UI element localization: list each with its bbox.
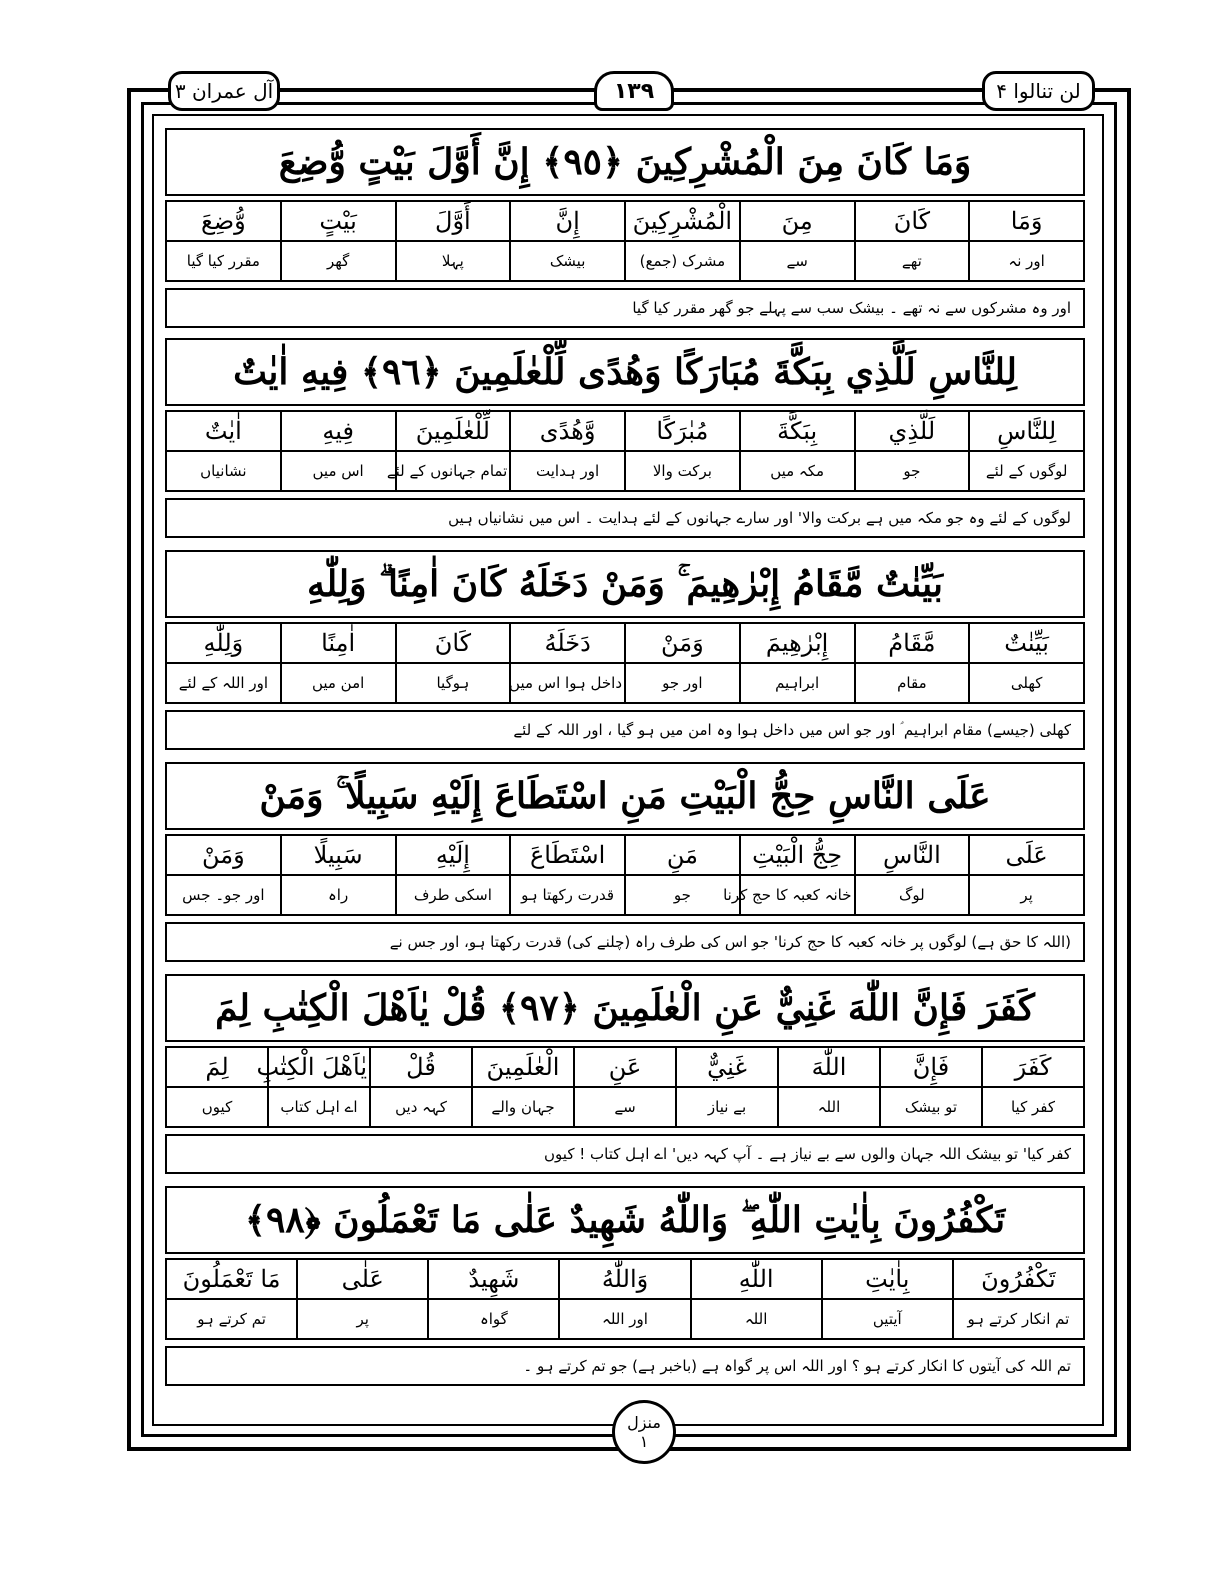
manzil-badge xyxy=(612,1400,676,1464)
urdu-meaning: پر xyxy=(297,1299,428,1339)
urdu-meaning: آیتیں xyxy=(822,1299,953,1339)
arabic-word: بِاٰيٰتِ xyxy=(822,1259,953,1299)
manzil-label: منزل xyxy=(627,1412,661,1432)
arabic-word: مَّقَامُ xyxy=(855,623,970,663)
arabic-word: بَيْتٍ xyxy=(281,201,396,241)
verse-line: كَفَرَ فَإِنَّ اللّٰهَ غَنِيٌّ عَنِ الْعٰلَمِينَ ﴿٩٧﴾ قُلْ يٰاَهْلَ الْكِتٰبِ لِمَ xyxy=(165,974,1085,1042)
arabic-word: غَنِيٌّ xyxy=(676,1047,778,1087)
urdu-meaning: گواہ xyxy=(428,1299,559,1339)
arabic-word: سَبِيلًا xyxy=(281,835,396,875)
arabic-word: اللّٰهَ xyxy=(778,1047,880,1087)
arabic-word: دَخَلَهُ xyxy=(510,623,625,663)
arabic-words-row xyxy=(166,411,1084,451)
word-table xyxy=(165,1046,1085,1128)
arabic-word: يٰاَهْلَ الْكِتٰبِ xyxy=(268,1047,370,1087)
urdu-meaning: سے xyxy=(740,241,855,281)
urdu-meaning: کہہ دیں xyxy=(370,1087,472,1127)
arabic-word: إِلَيْهِ xyxy=(396,835,511,875)
arabic-word: كَانَ xyxy=(855,201,970,241)
arabic-words-row xyxy=(166,1047,1084,1087)
urdu-meaning: لوگ xyxy=(855,875,970,915)
urdu-meaning: اسکی طرف xyxy=(396,875,511,915)
urdu-meaning: اے اہل کتاب xyxy=(268,1087,370,1127)
arabic-words-row xyxy=(166,835,1084,875)
arabic-word: كَانَ xyxy=(396,623,511,663)
urdu-meaning: مقرر کیا گیا xyxy=(166,241,281,281)
urdu-meaning: اللہ xyxy=(691,1299,822,1339)
arabic-word: وَمَنْ xyxy=(166,835,281,875)
urdu-meaning: اس میں xyxy=(281,451,396,491)
verse-line: وَمَا كَانَ مِنَ الْمُشْرِكِينَ ﴿٩٥﴾ إِنَّ أَوَّلَ بَيْتٍ وُّضِعَ xyxy=(165,128,1085,196)
arabic-word: كَفَرَ xyxy=(982,1047,1084,1087)
arabic-word: وَمَنْ xyxy=(625,623,740,663)
page-content xyxy=(165,128,1085,1406)
arabic-word: وَاللّٰهُ xyxy=(559,1259,690,1299)
arabic-word: لِلنَّاسِ xyxy=(969,411,1084,451)
urdu-meaning: امن میں xyxy=(281,663,396,703)
arabic-word: إِبْرٰهِيمَ xyxy=(740,623,855,663)
arabic-word: وُّضِعَ xyxy=(166,201,281,241)
urdu-meaning: لوگوں کے لئے xyxy=(969,451,1084,491)
arabic-word: عَلَى xyxy=(969,835,1084,875)
arabic-word: وَمَا xyxy=(969,201,1084,241)
verse-line: لِلنَّاسِ لَلَّذِي بِبَكَّةَ مُبَارَكًا وَهُدًى لِّلْعٰلَمِينَ ﴿٩٦﴾ فِيهِ اٰيٰتٌ xyxy=(165,338,1085,406)
urdu-meaning: کیوں xyxy=(166,1087,268,1127)
urdu-meanings-row xyxy=(166,451,1084,491)
urdu-meaning: اور جو xyxy=(625,663,740,703)
arabic-words-row xyxy=(166,1259,1084,1299)
urdu-translation: (اللہ کا حق ہے) لوگوں پر خانہ کعبہ کا حج کرنا' جو اس کی طرف راہ (چلنے کی) قدرت رکھتا ہو، اور جس نے xyxy=(165,922,1085,962)
urdu-meaning: کھلی xyxy=(969,663,1084,703)
surah-name: آل عمران ۳ xyxy=(168,71,280,111)
urdu-meaning: پر xyxy=(969,875,1084,915)
arabic-word: لِمَ xyxy=(166,1047,268,1087)
urdu-translation: تم اللہ کی آیتوں کا انکار کرتے ہو ؟ اور اللہ اس پر گواہ ہے (باخبر ہے) جو تم کرتے ہو ۔ xyxy=(165,1346,1085,1386)
urdu-translation: اور وہ مشرکوں سے نہ تھے ۔ بیشک سب سے پہلے جو گھر مقرر کیا گیا xyxy=(165,288,1085,328)
manzil-number: ١ xyxy=(639,1432,649,1451)
urdu-meaning: اور نہ xyxy=(969,241,1084,281)
verse-line: بَيِّنٰتٌ مَّقَامُ إِبْرٰهِيمَ ۚ وَمَنْ دَخَلَهُ كَانَ اٰمِنًا ۗ وَلِلّٰهِ xyxy=(165,550,1085,618)
word-table xyxy=(165,200,1085,282)
urdu-meaning: ہوگیا xyxy=(396,663,511,703)
urdu-meaning: جہان والے xyxy=(472,1087,574,1127)
arabic-word: اسْتَطَاعَ xyxy=(510,835,625,875)
arabic-words-row xyxy=(166,623,1084,663)
urdu-meanings-row xyxy=(166,1299,1084,1339)
arabic-word: بِبَكَّةَ xyxy=(740,411,855,451)
arabic-words-row xyxy=(166,201,1084,241)
verse-line: عَلَى النَّاسِ حِجُّ الْبَيْتِ مَنِ اسْتَطَاعَ إِلَيْهِ سَبِيلًا ۚ وَمَنْ xyxy=(165,762,1085,830)
arabic-word: اللّٰهِ xyxy=(691,1259,822,1299)
arabic-word: فَإِنَّ xyxy=(880,1047,982,1087)
arabic-word: مِنَ xyxy=(740,201,855,241)
arabic-word: الْعٰلَمِينَ xyxy=(472,1047,574,1087)
urdu-translation: لوگوں کے لئے وہ جو مکہ میں ہے برکت والا' اور سارے جہانوں کے لئے ہدایت ۔ اس میں نشانیاں ہیں xyxy=(165,498,1085,538)
page-number: ١٣٩ xyxy=(594,71,674,111)
urdu-meaning: تم کرتے ہو xyxy=(166,1299,297,1339)
urdu-meaning: راہ xyxy=(281,875,396,915)
urdu-meaning: برکت والا xyxy=(625,451,740,491)
urdu-meaning: جو xyxy=(855,451,970,491)
arabic-word: الْمُشْرِكِينَ xyxy=(625,201,740,241)
urdu-meaning: گھر xyxy=(281,241,396,281)
word-table xyxy=(165,410,1085,492)
word-table xyxy=(165,834,1085,916)
word-table xyxy=(165,1258,1085,1340)
juz-name: لن تنالوا ۴ xyxy=(982,71,1095,111)
urdu-meaning: جو xyxy=(625,875,740,915)
urdu-translation: کفر کیا' تو بیشک اللہ جہان والوں سے بے نیاز ہے ۔ آپ کہہ دیں' اے اہل کتاب ! کیوں xyxy=(165,1134,1085,1174)
urdu-meaning: اللہ xyxy=(778,1087,880,1127)
arabic-word: قُلْ xyxy=(370,1047,472,1087)
word-table xyxy=(165,622,1085,704)
urdu-meaning: تو بیشک xyxy=(880,1087,982,1127)
arabic-word: مَنِ xyxy=(625,835,740,875)
urdu-meaning: نشانیاں xyxy=(166,451,281,491)
urdu-meaning: تم انکار کرتے ہو xyxy=(953,1299,1084,1339)
urdu-meaning: اور جو۔ جس xyxy=(166,875,281,915)
urdu-meaning: اور ہدایت xyxy=(510,451,625,491)
arabic-word: النَّاسِ xyxy=(855,835,970,875)
urdu-meaning: سے xyxy=(574,1087,676,1127)
arabic-word: بَيِّنٰتٌ xyxy=(969,623,1084,663)
arabic-word: اٰمِنًا xyxy=(281,623,396,663)
urdu-meaning: قدرت رکھتا ہو xyxy=(510,875,625,915)
arabic-word: اٰيٰتٌ xyxy=(166,411,281,451)
arabic-word: أَوَّلَ xyxy=(396,201,511,241)
arabic-word: فِيهِ xyxy=(281,411,396,451)
urdu-meaning: داخل ہوا اس میں xyxy=(510,663,625,703)
arabic-word: شَهِيدٌ xyxy=(428,1259,559,1299)
urdu-meaning: تھے xyxy=(855,241,970,281)
arabic-word: تَكْفُرُونَ xyxy=(953,1259,1084,1299)
urdu-meaning: مکہ میں xyxy=(740,451,855,491)
urdu-meaning: اور اللہ کے لئے xyxy=(166,663,281,703)
urdu-meaning: کفر کیا xyxy=(982,1087,1084,1127)
urdu-meaning: مشرک (جمع) xyxy=(625,241,740,281)
urdu-meaning: بیشک xyxy=(510,241,625,281)
arabic-word: لَلَّذِي xyxy=(855,411,970,451)
urdu-meaning: بے نیاز xyxy=(676,1087,778,1127)
urdu-meanings-row xyxy=(166,875,1084,915)
verse-line: تَكْفُرُونَ بِاٰيٰتِ اللّٰهِ ۖ وَاللّٰهُ شَهِيدٌ عَلٰى مَا تَعْمَلُونَ ﴿٩٨﴾ xyxy=(165,1186,1085,1254)
arabic-word: عَنِ xyxy=(574,1047,676,1087)
arabic-word: مَا تَعْمَلُونَ xyxy=(166,1259,297,1299)
arabic-word: عَلٰى xyxy=(297,1259,428,1299)
urdu-meaning: خانہ کعبہ کا حج کرنا xyxy=(740,875,855,915)
urdu-meaning: پہلا xyxy=(396,241,511,281)
urdu-meaning: مقام xyxy=(855,663,970,703)
urdu-meanings-row xyxy=(166,241,1084,281)
urdu-meaning: اور اللہ xyxy=(559,1299,690,1339)
arabic-word: لِّلْعٰلَمِينَ xyxy=(396,411,511,451)
arabic-word: إِنَّ xyxy=(510,201,625,241)
arabic-word: وَلِلّٰهِ xyxy=(166,623,281,663)
arabic-word: حِجُّ الْبَيْتِ xyxy=(740,835,855,875)
urdu-meaning: ابراہیم xyxy=(740,663,855,703)
arabic-word: مُبٰرَكًا xyxy=(625,411,740,451)
arabic-word: وَّهُدًى xyxy=(510,411,625,451)
urdu-translation: کھلی (جیسے) مقام ابراہیم ؑ اور جو اس میں داخل ہوا وہ امن میں ہو گیا ، اور اللہ کے لئے xyxy=(165,710,1085,750)
urdu-meanings-row xyxy=(166,663,1084,703)
urdu-meaning: تمام جہانوں کے لئے xyxy=(396,451,511,491)
urdu-meanings-row xyxy=(166,1087,1084,1127)
